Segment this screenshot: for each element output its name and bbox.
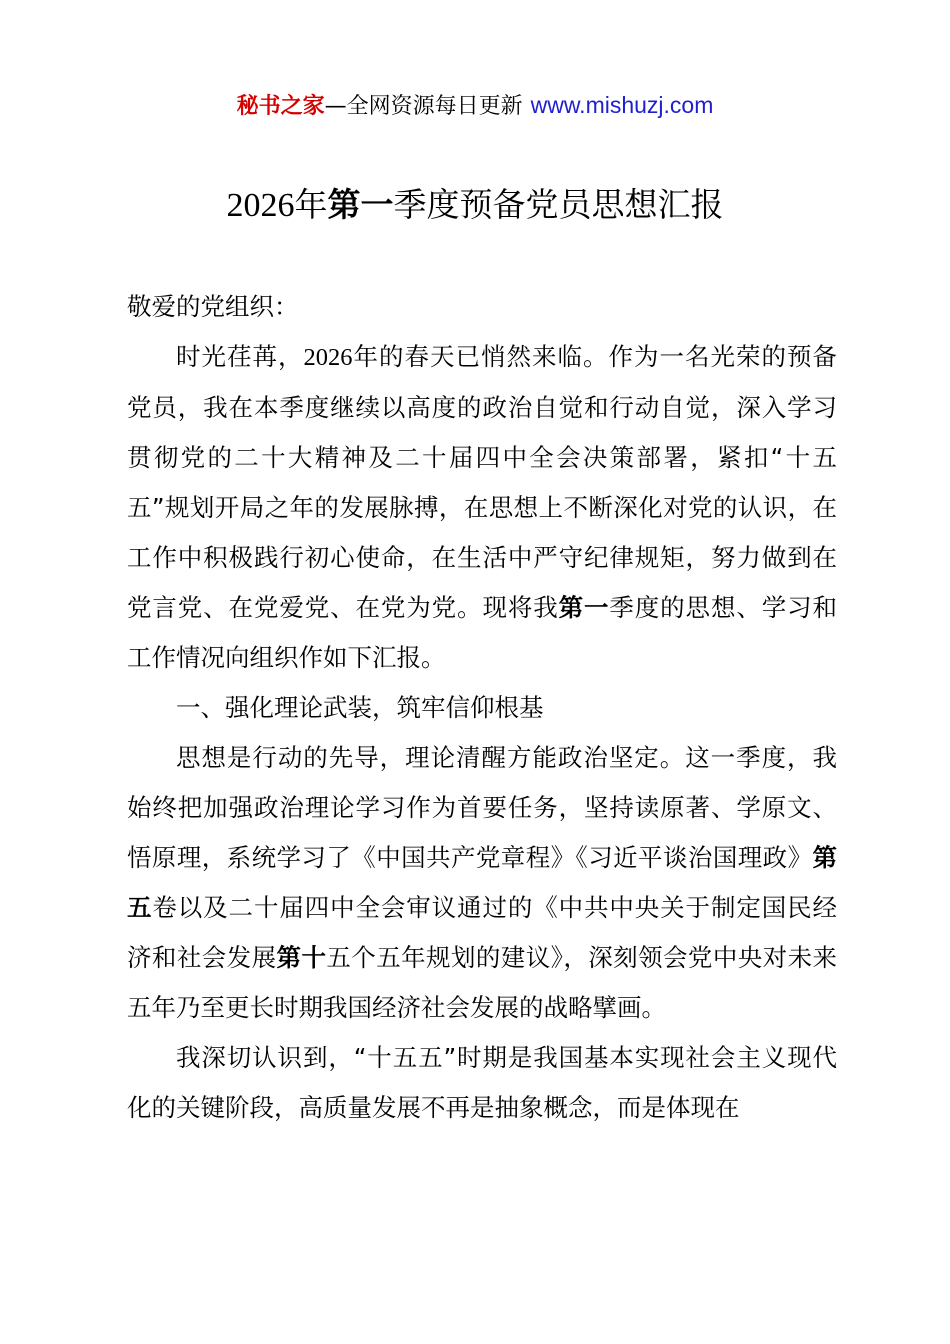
paragraph-theory-text-c: 五个五年规划的建议》，深刻领会党中央对未来五年乃至更长时期我国经济社会发展的战略擘画。 bbox=[127, 943, 838, 1022]
site-slogan: —全网资源每日更新 bbox=[324, 94, 523, 119]
section-heading-1: 一、强化理论武装，筑牢信仰根基 bbox=[176, 693, 544, 722]
paragraph-intro-year: 2026 bbox=[303, 344, 353, 371]
document-body bbox=[127, 282, 837, 1133]
title-part1: 年 bbox=[294, 185, 328, 224]
paragraph-theory-text-b: 卷以及二十届四中全会审议通过的《中共中央关于制定国民经济和社会发展 bbox=[127, 893, 837, 972]
paragraph-intro-text-c: 季度的思想、学习和工作情况向组织作如下汇报。 bbox=[127, 593, 838, 672]
paragraph-intro bbox=[127, 332, 837, 683]
site-header bbox=[0, 88, 950, 124]
paragraph-intro-bold: 第一 bbox=[558, 593, 610, 622]
title-bold: 第一 bbox=[327, 185, 394, 224]
title-year: 2026 bbox=[226, 187, 295, 224]
paragraph-intro-text-a: 时光荏苒， bbox=[176, 342, 304, 371]
site-url-link[interactable]: www.mishuzj.com bbox=[530, 92, 714, 118]
paragraph-understanding: 我深切认识到，“十五五”时期是我国基本实现社会主义现代化的关键阶段，高质量发展不再是抽象概念，而是体现在 bbox=[127, 1043, 837, 1122]
paragraph-theory bbox=[127, 733, 837, 1033]
site-brand: 秘书之家 bbox=[236, 94, 325, 119]
paragraph-intro-text-b: 年的春天已悄然来临。作为一名光荣的预备党员，我在本季度继续以高度的政治自觉和行动自觉，深入学习贯彻党的二十大精神及二十届四中全会决策部署，紧扣“十五五”规划开局之年的发展脉搏，在思想上不断深化对党的认识，在工作中积极践行初心使命，在生活中严守纪律规矩，努力做到在党言党、在党爱党、在党为党。现将我 bbox=[127, 342, 837, 622]
paragraph-theory-text-a: 思想是行动的先导，理论清醒方能政治坚定。这一季度，我始终把加强政治理论学习作为首要任务，坚持读原著、学原文、悟原理，系统学习了《中国共产党章程》《习近平谈治国理政》 bbox=[127, 743, 837, 872]
paragraph-theory-bold-2: 第十 bbox=[276, 943, 327, 972]
paragraph-theory-bold-1: 第五 bbox=[127, 843, 837, 922]
salutation: 敬爱的党组织： bbox=[127, 292, 299, 321]
document-title bbox=[0, 180, 950, 231]
title-part2: 季度预备党员思想汇报 bbox=[393, 185, 724, 224]
